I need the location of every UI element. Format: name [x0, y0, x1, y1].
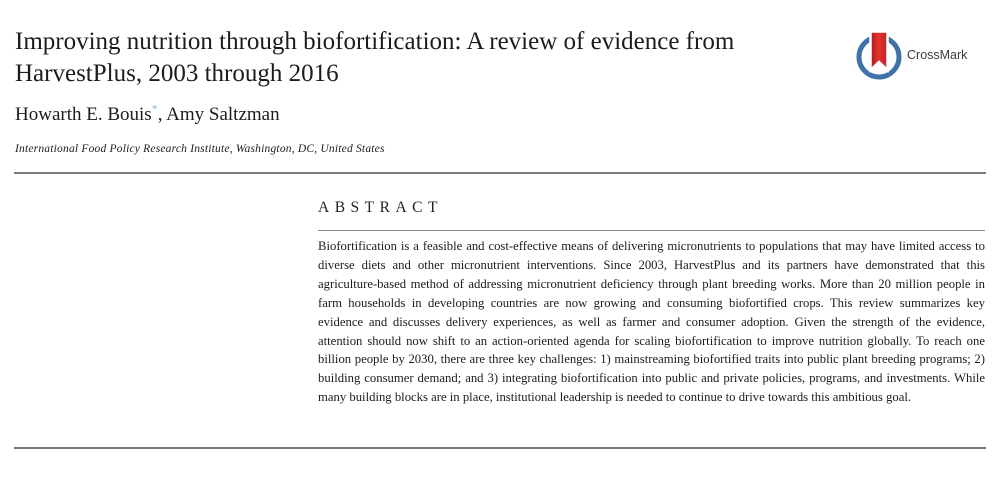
- corresponding-author-asterisk: *: [151, 101, 158, 116]
- author-name-first: Howarth E. Bouis: [15, 104, 152, 125]
- author-list: [15, 101, 280, 126]
- author-affiliation: International Food Policy Research Institute, Washington, DC, United States: [15, 143, 385, 155]
- header-divider: [14, 172, 986, 174]
- abstract-heading: ABSTRACT: [318, 199, 443, 216]
- paper-title: Improving nutrition through biofortification: A review of evidence from HarvestPlus, 2003 through 2016: [15, 28, 735, 87]
- abstract-body: Biofortification is a feasible and cost-effective means of delivering micronutrients to populations that may have limited access to diverse diets and other micronutrient interventions. Since 2003, HarvestPlus and its partners have demonstrated that this agriculture-based method of addressing micronutrient deficiency through plant breeding works. More than 20 million people in farm households in developing countries are now growing and consuming biofortified crops. This review summarizes key evidence and discusses delivery experiences, as well as farmer and consumer adoption. Given the strength of the evidence, attention should now shift to an action-oriented agenda for scaling biofortification to improve nutrition globally. To reach one billion people by 2030, there are three key challenges: 1) mainstreaming biofortified traits into public plant breeding programs; 2) building consumer demand; and 3) integrating biofortification into public and private policies, programs, and investments. While many building blocks are in place, institutional leadership is needed to continue to drive towards this ambitious goal.: [318, 239, 985, 405]
- crossmark-label: CrossMark: [907, 48, 968, 62]
- crossmark-icon: [855, 30, 903, 80]
- author-name-rest: , Amy Saltzman: [157, 104, 280, 125]
- abstract-divider: [318, 230, 985, 231]
- crossmark-button[interactable]: [855, 30, 967, 80]
- footer-divider: [14, 447, 986, 449]
